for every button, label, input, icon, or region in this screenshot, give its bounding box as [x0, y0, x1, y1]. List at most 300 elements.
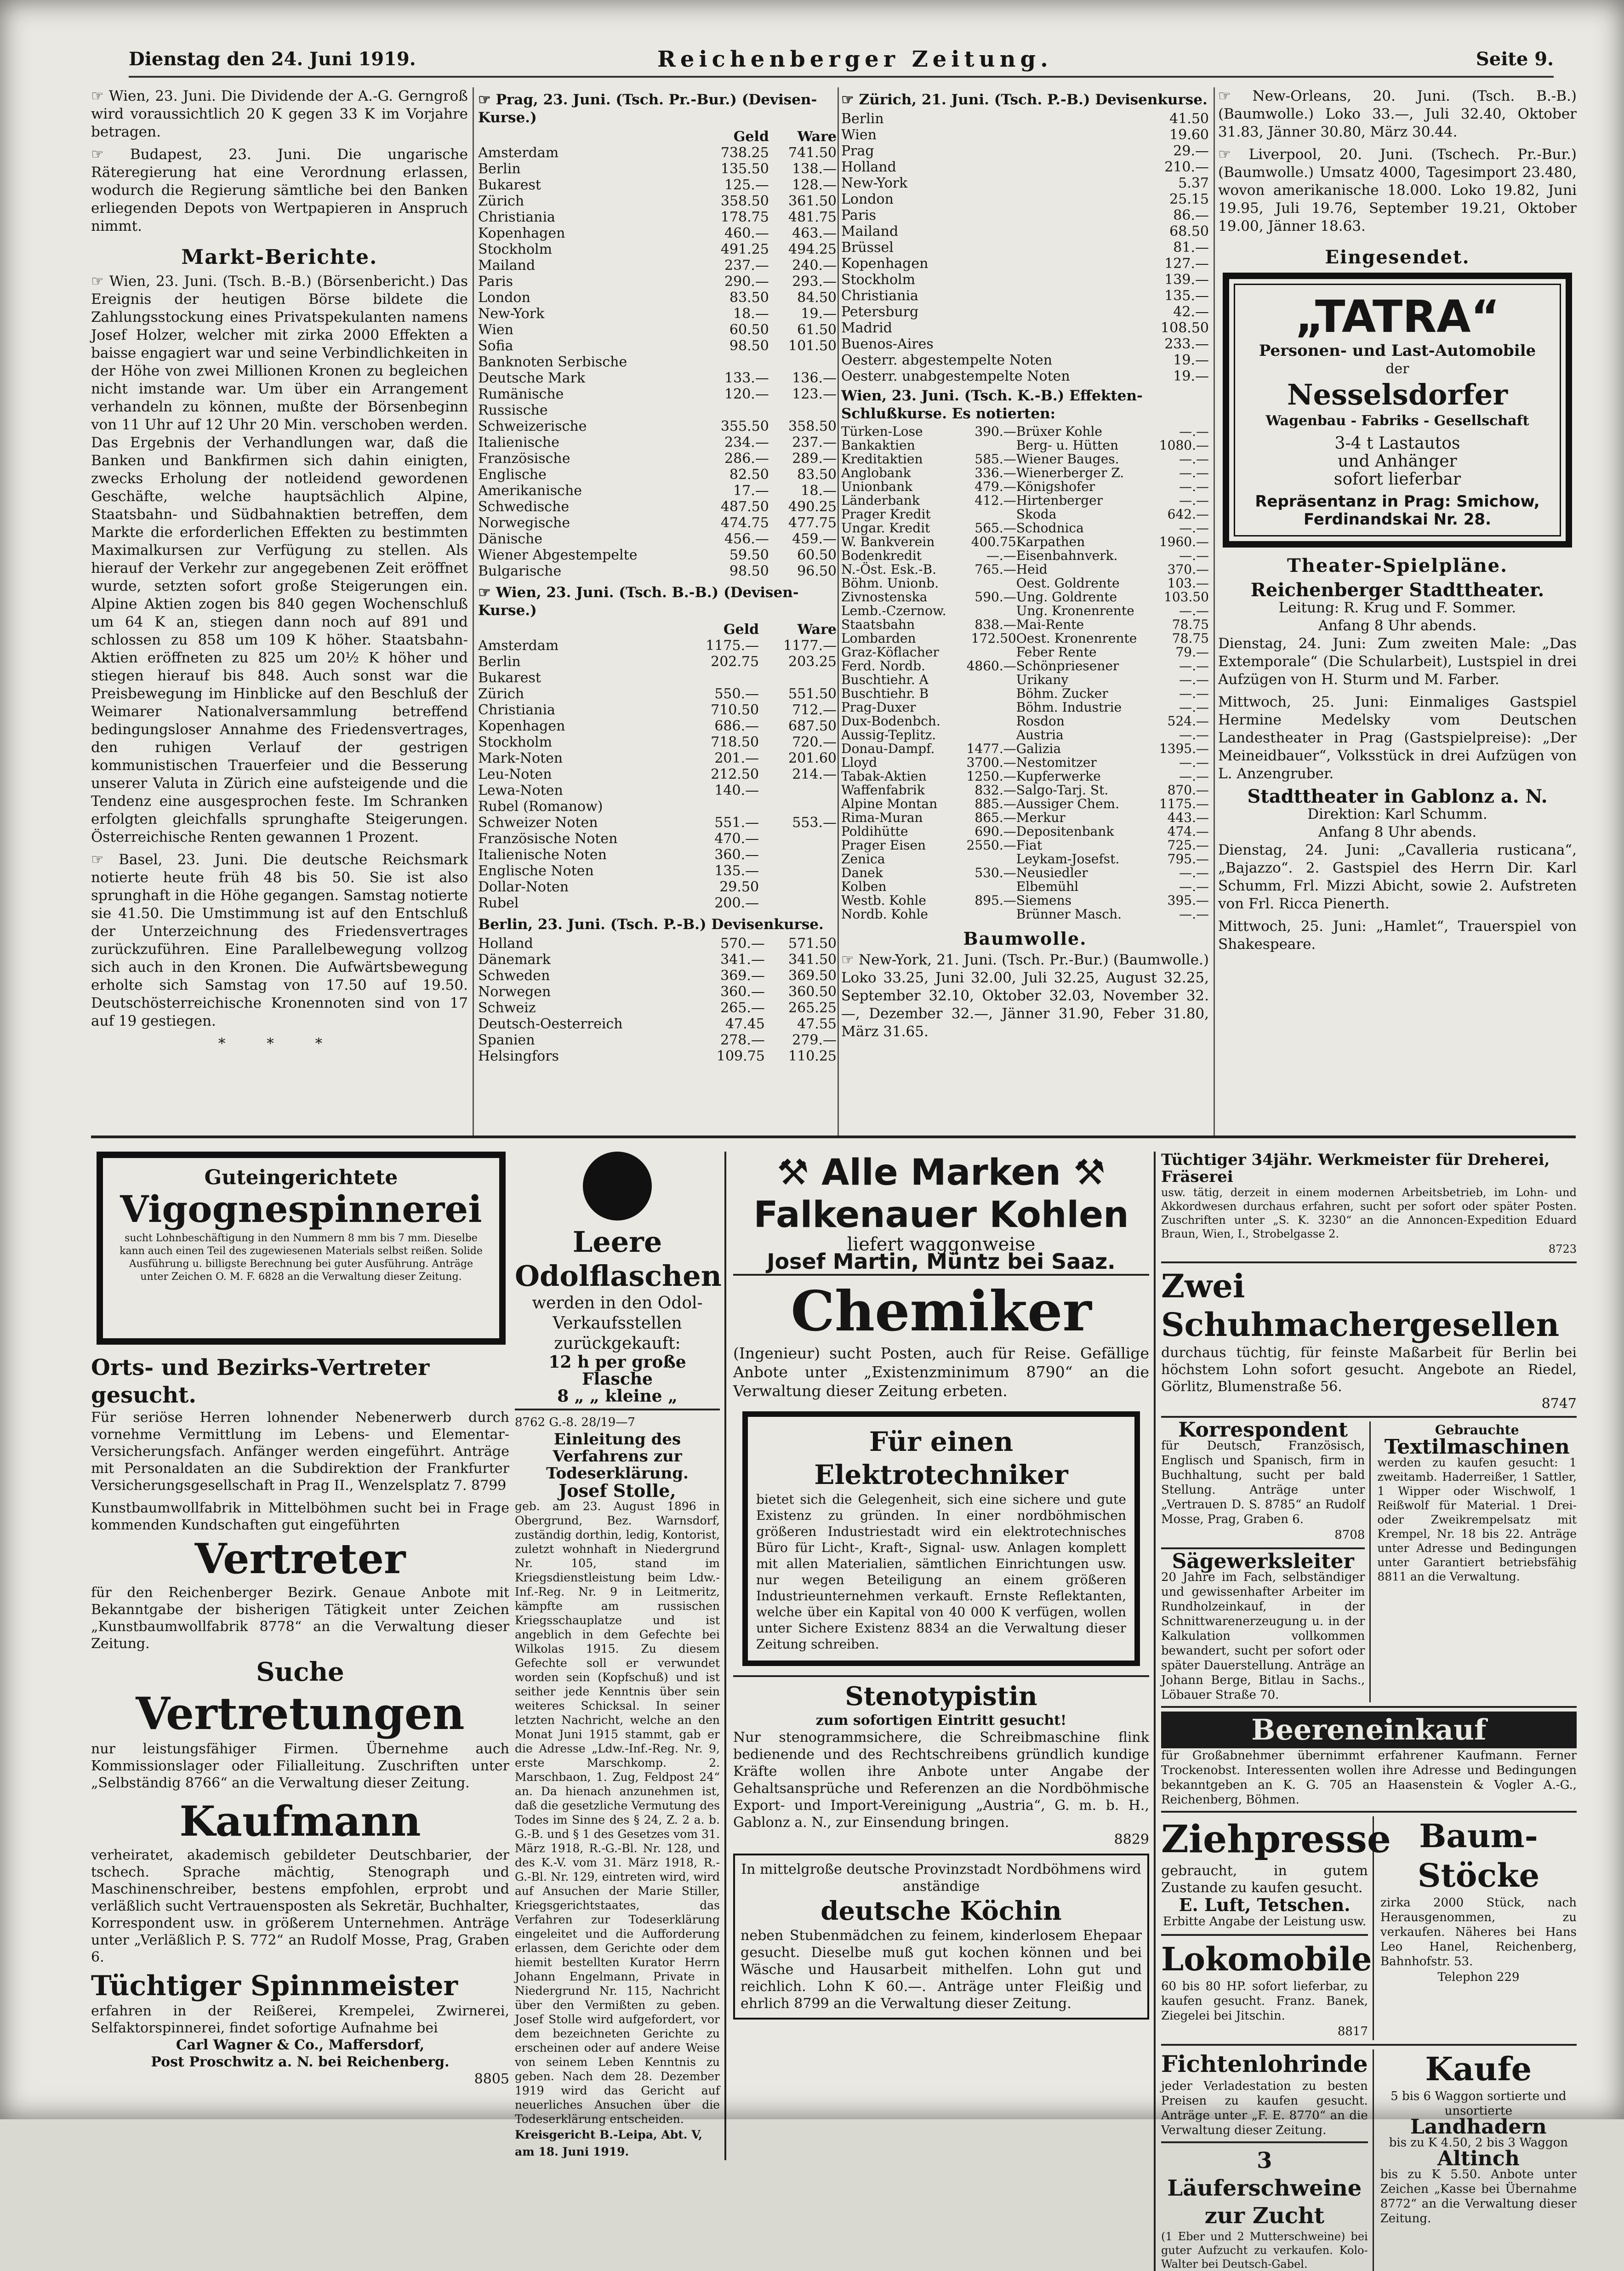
rate-value: 68.50	[1169, 223, 1209, 240]
table-row	[478, 815, 837, 831]
rate-value: 4860.—	[966, 658, 1016, 673]
ad-title: Sägewerksleiter	[1172, 1550, 1354, 1573]
rate-label: Hirtenberger	[1016, 493, 1103, 508]
rate-value: 78.75	[1172, 617, 1209, 632]
rate-label: Christiania	[478, 702, 555, 718]
rate-label: Schönpriesener	[1016, 658, 1119, 673]
rate-value: 479.—	[974, 479, 1016, 494]
column-header: Ware	[797, 129, 837, 145]
rate-label: Dux-Bodenbch.	[841, 713, 940, 729]
rate-value: 570.—	[720, 936, 765, 952]
ad-number: 8829	[1114, 1832, 1149, 1848]
rate-label: Karpathen	[1016, 534, 1085, 549]
theater-name: Reichenberger Stadttheater.	[1250, 579, 1544, 601]
rate-value: 135.—	[714, 863, 759, 879]
rate-value: 1175.—	[1159, 796, 1209, 811]
ad-body: 20 Jahre im Fach, selbständiger und gewissenhafter Arbeiter im Rundholzeinkauf, in der Schnittwarenerzeugung u. in der Kalkulation vollkommen bewandert, sucht per sofort oder später Dauerstellung. Anträge an Johann Berge, Bitlau in Sachs., Löbauer Straße 70.	[1161, 1570, 1365, 1702]
table-row	[478, 434, 837, 451]
news-item: ☞ Wien, 23. Juni. Die Dividende der A.-G. Gerngroß wird voraussichtlich 20 K gegen 33 K im Vorjahre betragen.	[91, 88, 468, 140]
rate-value: 1177.—	[783, 638, 837, 654]
rate-label: Wienerberger Z.	[1016, 465, 1124, 480]
rate-value: 360.50	[788, 984, 837, 1000]
rate-label: Bodenkredit	[841, 548, 922, 563]
rate-value: 895.—	[974, 893, 1016, 908]
stock-prices-table	[841, 425, 1209, 921]
ad-line: Personen- und Last-Automobile	[1259, 342, 1536, 360]
rate-label: Ung. Goldrente	[1016, 589, 1117, 605]
rate-value: 490.25	[788, 499, 837, 515]
rate-value	[960, 728, 1016, 742]
rate-value: 642.—	[1167, 507, 1209, 522]
table-row	[841, 756, 1209, 770]
ad-number: 8723	[1548, 1243, 1577, 1255]
table-row	[841, 256, 1209, 272]
rate-value	[701, 402, 769, 418]
rate-value: 60.50	[797, 547, 837, 563]
rate-value: 286.—	[724, 451, 769, 467]
rate-label: Brüxer Kohle	[1016, 424, 1102, 439]
rate-value: 571.50	[788, 936, 837, 952]
rate-label: Italienische	[478, 434, 559, 451]
rate-label: W. Bankverein	[841, 534, 935, 549]
rate-value: 140.—	[714, 782, 759, 799]
rate-value: 1250.—	[966, 769, 1016, 784]
table-row	[841, 728, 1209, 742]
rate-value: 400.75	[971, 534, 1016, 549]
table-row	[841, 852, 1209, 866]
rate-label: Kreditaktien	[841, 451, 923, 467]
table-row	[478, 734, 837, 750]
ad-body: bis zu K 5.50. Anbote unter Zeichen „Kasse bei Übernahme 8772“ an die Verwaltung dieser Zeitung.	[1380, 2168, 1577, 2225]
rate-label: Austria	[1016, 727, 1064, 742]
hammer-icon: ⚒	[1060, 1152, 1105, 1193]
rate-value: 590.—	[974, 589, 1016, 605]
rate-label: Schwedische	[478, 499, 570, 515]
rate-value: 133.—	[724, 370, 769, 386]
table-row	[841, 907, 1209, 921]
table-row	[841, 320, 1209, 336]
cook-ad	[733, 1854, 1149, 2020]
rate-value: 550.—	[714, 686, 759, 702]
rate-label: Graz-Köflacher	[841, 645, 939, 660]
rate-value: 336.—	[974, 465, 1016, 480]
table-row	[478, 968, 837, 984]
play-listing: Mittwoch, 25. Juni: „Hamlet“, Trauerspiel von Shakespeare.	[1218, 918, 1577, 953]
rate-value	[960, 687, 1016, 701]
rate-value: 293.—	[792, 274, 837, 290]
theater-management: Leitung: R. Krug und F. Sommer.	[1278, 599, 1516, 616]
rate-label: Paris	[478, 274, 513, 290]
table-row	[478, 274, 837, 290]
rate-value: —.—	[1179, 700, 1209, 715]
rate-label: Prag	[841, 143, 874, 159]
rate-label: Banknoten Serbische	[478, 354, 627, 370]
rate-value: 341.50	[788, 952, 837, 968]
rate-value: 29.50	[719, 879, 759, 895]
rate-label: London	[478, 290, 530, 306]
rate-label: Ungar. Kredit	[841, 520, 930, 536]
rates-heading: Berlin, 23. Juni. (Tsch. P.-B.) Devisenkurse.	[478, 916, 824, 933]
table-row	[478, 879, 837, 895]
rate-value: 139.—	[1164, 272, 1209, 288]
rate-value: 237.—	[724, 257, 769, 274]
rate-label: Deutsche Mark	[478, 370, 586, 386]
rate-value: 84.50	[797, 290, 837, 306]
table-row	[478, 799, 837, 815]
rate-value: 725.—	[1167, 838, 1209, 853]
ad-body: (Ingenieur) sucht Posten, auch für Reise. Gefällige Anbote unter „Existenzminimum 8790“ an die Verwaltung dieser Zeitung erbeten.	[733, 1344, 1149, 1400]
ad-line: der	[1385, 361, 1409, 377]
ad-number: 8747	[1541, 1396, 1577, 1412]
rate-label: Danek	[841, 865, 883, 880]
ad-title: 3 Läuferschweine	[1167, 2148, 1362, 2201]
rate-label: Mai-Rente	[1016, 617, 1084, 632]
ad-body: geb. am 23. August 1896 in Obergrund, Bez. Warnsdorf, zuständig dorthin, ledig, Kontorist, zuletzt wohnhaft in Niedergrund Nr. 105, stand im Kriegsdienstleistung beim Ldw.-Inf.-Reg. Nr. 9 in Leitmeritz, kämpfte am russischen Kriegsschauplatze und ist angeblich in dem Gefechte bei Wilkolas 1915. Zu diesem Gefechte soll er verwundet worden sein (Kopfschuß) und ist seither jede Kenntnis über sein weiteres Schicksal. In seiner letzten Nachricht, welche an den Monat Juni 1915 stammt, gab er die Adresse „Ldw.-Inf.-Reg. Nr. 9, erste Marschkomp. 2. Marschbaon, 1. Zug, Feldpost 24“ an. Da hienach anzunehmen ist, daß die gesetzliche Vermutung des Todes im Sinne des § 24, Z. 2 a. b. G.-B. und § 1 des Gesetzes vom 31. März 1918, R.-G.-Bl. Nr. 128, und des K.-V. vom 31. März 1918, R.-G.-Bl. Nr. 129, eintreten wird, wird auf Ansuchen der Marie Stiller, Kriegsgerichtstaates, das Verfahren zur Todeserklärung eingeleitet und die Aufforderung erlassen, dem Gerichte oder dem hiemit bestellten Kurator Herrn Johann Engelmann, Private in Niedergrund Nr. 115, Nachricht über den Vermißten zu geben. Josef Stolle wird aufgefordert, vor dem bezeichneten Gerichte zu erscheinen oder auf andere Weise von seinem Leben Kenntnis zu geben. Nach dem 28. Dezember 1919 wird das Gericht auf neuerliches Ansuchen über die Todeserklärung entscheiden.	[515, 1500, 720, 2126]
table-row	[478, 686, 837, 702]
rate-value: 78.75	[1172, 631, 1209, 646]
rate-label: Staatsbahn	[841, 617, 915, 632]
column-rule	[1214, 87, 1215, 1136]
rate-label: Merkur	[1016, 810, 1066, 825]
rate-label: Aussiger Chem.	[1016, 796, 1119, 811]
table-row	[841, 240, 1209, 256]
rate-value: —.—	[1179, 479, 1209, 494]
rate-label: Deutsch-Oesterreich	[478, 1016, 623, 1032]
column-header: Geld	[733, 129, 769, 145]
ad-firm: Josef Martin, Müntz bei Saaz.	[767, 1249, 1116, 1274]
rate-value: 585.—	[974, 451, 1016, 467]
rate-value: —.—	[1179, 727, 1209, 742]
table-row	[478, 322, 837, 338]
rate-value: 202.75	[711, 654, 759, 670]
rate-value: 369.—	[720, 968, 765, 984]
table-row	[478, 418, 837, 434]
rate-value: 278.—	[720, 1032, 765, 1048]
rate-value: 765.—	[974, 562, 1016, 577]
rate-value: 212.50	[711, 766, 759, 782]
ad-title: deutsche Köchin	[821, 1896, 1062, 1926]
rate-value: 83.50	[729, 290, 769, 306]
rate-value: 390.—	[974, 424, 1016, 439]
rate-value: 108.50	[1161, 320, 1209, 336]
rate-value: —.—	[1179, 672, 1209, 687]
table-row	[841, 535, 1209, 549]
table-row	[841, 783, 1209, 797]
rate-value: 1395.—	[1159, 741, 1209, 756]
ad-title: Einleitung des Verfahrens zur Todeserklärung.	[546, 1430, 689, 1483]
rate-label: Türken-Lose	[841, 424, 923, 439]
table-row	[478, 338, 837, 354]
rate-value: 128.—	[792, 177, 837, 193]
rates-heading: ☞ Prag, 23. Juni. (Tsch. Pr.-Bur.) (Devisen-Kurse.)	[478, 91, 817, 126]
rate-label: Siemens	[1016, 893, 1071, 908]
rate-value: 47.45	[725, 1016, 765, 1032]
rate-value: 1477.—	[966, 741, 1016, 756]
rate-value: 289.—	[792, 451, 837, 467]
rate-value: 120.—	[724, 386, 769, 402]
ad-body: sucht Lohnbeschäftigung in den Nummern 8 mm bis 7 mm. Dieselbe kann auch einen Teil des zugewiesenen Materials selbst reißen. Solide Ausführung u. billigste Berechnung bei guter Ausführung. Anträge unter Zeichen O. M. F. 6828 an die Verwaltung dieser Zeitung.	[120, 1233, 483, 1283]
rate-value: 832.—	[974, 782, 1016, 798]
tatra-title: „TATRA“	[1295, 291, 1500, 342]
rate-value: 720.—	[792, 734, 837, 750]
table-row	[841, 352, 1209, 368]
rate-value: 98.50	[729, 563, 769, 579]
coal-ad	[733, 1152, 1149, 2020]
ad-line: und Anhänger	[1338, 452, 1457, 471]
ad-firm: Carl Wagner & Co., Maffersdorf,	[176, 2037, 425, 2053]
rate-value: 395.—	[1167, 893, 1209, 908]
rate-label: Englische	[478, 467, 547, 483]
rate-value: 83.50	[797, 467, 837, 483]
rate-value: 360.—	[720, 984, 765, 1000]
rate-value: 341.—	[720, 952, 765, 968]
rate-label: Stockholm	[478, 241, 553, 257]
electrician-ad	[742, 1411, 1140, 1666]
table-row	[478, 654, 837, 670]
rate-value: 838.—	[974, 617, 1016, 632]
rate-label: Galizia	[1016, 741, 1061, 756]
rate-label: Wiener Bauges.	[1016, 451, 1119, 467]
ad-title: Tüchtiger 34jähr. Werkmeister für Dreherei, Fräserei	[1161, 1151, 1550, 1186]
ad-title: Textilmaschinen	[1384, 1435, 1570, 1459]
table-row	[478, 936, 837, 952]
ad-body: werden in den Odol-Verkaufsstellen zurückgekauft:	[532, 1294, 703, 1353]
table-row	[841, 632, 1209, 645]
rate-label: Italienische Noten	[478, 847, 607, 863]
rate-value: 135.50	[720, 161, 769, 177]
ad-line: 3-4 t Lastautos	[1334, 434, 1460, 453]
rate-label: Prager Kredit	[841, 507, 931, 522]
rate-value: 290.—	[724, 274, 769, 290]
table-row	[478, 547, 837, 563]
odol-ad	[515, 1152, 726, 2160]
rate-value: 79.—	[1175, 645, 1209, 660]
play-listing: Dienstag, 24. Juni: Zum zweiten Male: „Das Extemporale“ (Die Schularbeit), Lustspiel in drei Aufzügen von H. Sturm und M. Farber.	[1218, 635, 1577, 688]
rate-label: Wien	[478, 322, 513, 338]
rate-value: —.—	[1179, 879, 1209, 894]
ad-title: Beereneinkauf	[1161, 1712, 1577, 1748]
table-row	[841, 673, 1209, 687]
classifieds-right	[1154, 1152, 1577, 2271]
rate-label: Holland	[478, 936, 533, 952]
rate-value	[759, 799, 837, 815]
rate-value: 553.—	[792, 815, 837, 831]
vigogne-ad	[97, 1152, 506, 1345]
rate-label: Mark-Noten	[478, 750, 563, 766]
table-row	[478, 515, 837, 531]
ad-number: 8708	[1334, 1528, 1365, 1542]
rate-value	[701, 354, 769, 370]
news-item: ☞ Liverpool, 20. Juni. (Tschech. Pr.-Bur.) (Baumwolle.) Umsatz 4000, Tagesimport 23.480, wovon amerikanische 18.000. Loko 19.82, Juni 19.95, Juli 19.76, September 19.21, Oktober 19.00, Jänner 18.63.	[1218, 146, 1577, 234]
table-row	[841, 880, 1209, 894]
rate-label: New-York	[841, 175, 908, 191]
rate-label: Böhm. Industrie	[1016, 700, 1122, 715]
rate-label: Skoda	[1016, 507, 1057, 522]
ad-body: 5 bis 6 Waggon sortierte und unsortierte	[1390, 2089, 1567, 2118]
ad-body: (1 Eber und 2 Mutterschweine) bei guter Aufzucht zu verkaufen. Kolo-Walter bei Deutsch-Gabel.	[1161, 2230, 1368, 2271]
news-item: ☞ New-Orleans, 20. Juni. (Tsch. B.-B.) (Baumwolle.) Loko 33.—, Juli 32.40, Oktober 31.83, Jänner 30.80, März 30.44.	[1218, 88, 1577, 140]
section-heading: Baumwolle.	[963, 928, 1087, 949]
rate-label: Wiener Abgestempelte	[478, 547, 638, 563]
table-row	[478, 177, 837, 193]
rate-value	[960, 673, 1016, 687]
rate-value: 3700.—	[966, 755, 1016, 770]
table-row	[841, 494, 1209, 508]
rate-label: Ung. Kronenrente	[1016, 603, 1134, 618]
rate-value: 5.37	[1178, 175, 1209, 191]
rate-label: Leu-Noten	[478, 766, 552, 782]
rate-value: 494.25	[788, 241, 837, 257]
rate-label: Lombarden	[841, 631, 916, 646]
table-row	[841, 563, 1209, 576]
rate-value	[960, 714, 1016, 728]
rate-value: 690.—	[974, 824, 1016, 839]
rate-value: 870.—	[1167, 782, 1209, 798]
rate-value: 178.75	[720, 209, 769, 225]
rate-label: Rumänische	[478, 386, 564, 402]
rate-value: 82.50	[729, 467, 769, 483]
ad-sub: liefert waggonweise	[847, 1234, 1036, 1255]
rate-label: Kopenhagen	[841, 256, 929, 272]
rate-label: Ferd. Nordb.	[841, 658, 926, 673]
rate-label: Aussig-Teplitz.	[841, 727, 936, 742]
running-head	[129, 44, 1554, 78]
rate-label: Kopenhagen	[478, 225, 565, 241]
rate-label: Amsterdam	[478, 145, 559, 161]
table-row	[841, 770, 1209, 783]
rate-label: Kupferwerke	[1016, 769, 1101, 784]
rate-label: Brünner Masch.	[1016, 907, 1122, 922]
table-row	[478, 638, 837, 654]
ad-line: Wagenbau - Fabriks - Gesellschaft	[1265, 413, 1529, 429]
rate-label: Kopenhagen	[478, 718, 565, 734]
rate-value: 358.50	[788, 418, 837, 434]
table-row	[478, 847, 837, 863]
section-heading: Theater-Spielpläne.	[1287, 555, 1508, 576]
rate-label: Nordb. Kohle	[841, 907, 928, 922]
ad-body: jeder Verladestation zu besten Preisen zu kaufen gesucht. Anträge unter „F. E. 8770“ an die Verwaltung dieser Zeitung.	[1161, 2079, 1368, 2137]
ad-body: Für seriöse Herren lohnender Nebenerwerb durch vornehme Vermittlung im Lebens- und Elementar-Versicherungsfach. Anfänger werden eingeführt. Anträge mit Personaldaten an die Subdirektion der Frankfurter Versicherungsgesellschaft in Prag II., Wenzelsplatz 7. 8799	[91, 1409, 509, 1494]
rate-label: Zürich	[478, 686, 524, 702]
rate-value: —.—	[1179, 424, 1209, 439]
ad-title: Suche	[256, 1657, 344, 1687]
ad-body: Kunstbaumwollfabrik in Mittelböhmen sucht bei in Frage kommenden Kundschaften gut eingeführten	[91, 1500, 509, 1533]
rate-value: 200.—	[714, 895, 759, 911]
table-row	[841, 508, 1209, 521]
rate-label: Spanien	[478, 1032, 535, 1048]
rate-value: 470.—	[714, 831, 759, 847]
start-time: Anfang 8 Uhr abends.	[1318, 617, 1477, 634]
table-row	[478, 161, 837, 177]
ad-name: Josef Stolle,	[558, 1480, 676, 1501]
ad-title: Guteingerichtete	[204, 1166, 398, 1189]
rate-label: Berlin	[478, 654, 521, 670]
rate-label: Oesterr. unabgestempelte Noten	[841, 368, 1070, 384]
ad-title: zur Zucht	[1204, 2203, 1325, 2229]
ad-body: erfahren in der Reißerei, Krempelei, Zwirnerei, Selfaktorspinnerei, findet sofortige Aufnahme bei	[91, 2003, 509, 2036]
table-row	[841, 866, 1209, 880]
ad-line: Ferdinandskai Nr. 28.	[1304, 510, 1491, 529]
rate-label: Dänemark	[478, 952, 551, 968]
rate-label: Elbemühl	[1016, 879, 1079, 894]
rate-label: Tabak-Aktien	[841, 769, 927, 784]
table-row	[841, 645, 1209, 659]
rate-value: 686.—	[714, 718, 759, 734]
rate-label: Norwegen	[478, 984, 551, 1000]
table-row	[478, 750, 837, 766]
table-row	[478, 467, 837, 483]
ad-title	[733, 1152, 1149, 1194]
table-row	[841, 604, 1209, 618]
rate-value: 865.—	[974, 810, 1016, 825]
rate-label: Bukarest	[478, 177, 541, 193]
ad-title: Korrespondent	[1178, 1418, 1348, 1442]
rate-value: 109.75	[716, 1048, 765, 1064]
table-row	[478, 766, 837, 782]
rate-label: Poldihütte	[841, 824, 908, 839]
rate-label: Schweden	[478, 968, 550, 984]
rate-value: 81.—	[1173, 240, 1209, 256]
news-item: ☞ Budapest, 23. Juni. Die ungarische Räteregierung hat eine Verordnung erlassen, wodurch die Regierung sämtliche bei den Banken erliegenden Depots von Wertpapieren in Anspruch nimmt.	[91, 146, 468, 234]
rate-value	[759, 895, 837, 911]
rate-value: 135.—	[1164, 288, 1209, 304]
rate-value: 19.60	[1169, 127, 1209, 143]
rate-value: 279.—	[792, 1032, 837, 1048]
ad-footnote: Erbitte Angabe der Leistung usw.	[1162, 1915, 1367, 1929]
rate-value: 110.25	[788, 1048, 837, 1064]
ad-title: Für einen Elektrotechniker	[814, 1426, 1068, 1490]
ad-title: Lokomobile	[1161, 1940, 1372, 1978]
rate-label: Petersburg	[841, 304, 919, 320]
rate-value: 127.—	[1164, 256, 1209, 272]
rate-value	[960, 907, 1016, 921]
rate-value: —.—	[1179, 755, 1209, 770]
rate-label: Anglobank	[841, 465, 911, 480]
rate-value: 687.50	[788, 718, 837, 734]
rate-label: Amsterdam	[478, 638, 559, 654]
ad-line: Nesselsdorfer	[1287, 378, 1508, 411]
rate-value: 19.—	[1173, 352, 1209, 368]
rate-value: 487.50	[720, 499, 769, 515]
rate-value: 412.—	[974, 493, 1016, 508]
column-cotton-theater	[1218, 87, 1577, 958]
ad-title: Tüchtiger Spinnmeister	[91, 1970, 458, 2002]
column-stock-prices	[841, 87, 1209, 1041]
ad-title: Vertretungen	[136, 1688, 465, 1740]
rate-label: Berlin	[841, 111, 884, 127]
rate-value: 98.50	[729, 338, 769, 354]
berlin-rates-table	[478, 936, 837, 1064]
cotton-report: ☞ New-York, 21. Juni. (Tsch. Pr.-Bur.) (Baumwolle.) Loko 33.25, Juni 32.00, Juli 32.25, August 32.25, September 32.10, Oktober 32.03, November 32.—, Dezember 32.—, Jänner 31.90, Feber 31.80, März 31.65.	[841, 952, 1209, 1040]
rate-label: Sofia	[478, 338, 513, 354]
rate-label: Feber Rente	[1016, 645, 1097, 660]
column-rule	[838, 87, 839, 1136]
ad-body: für Deutsch, Französisch, Englisch und Spanisch, firm in Buchhaltung, sucht per bald Stellung. Anträge unter „Vertrauen D. S. 8785“ an Rudolf Mosse, Prag, Graben 6.	[1161, 1439, 1365, 1526]
table-row	[841, 111, 1209, 127]
table-row	[478, 145, 837, 161]
table-row	[841, 825, 1209, 839]
table-row	[841, 336, 1209, 352]
rate-value: 741.50	[788, 145, 837, 161]
table-row	[841, 687, 1209, 701]
section-heading: Markt-Berichte.	[181, 245, 378, 269]
table-row	[478, 895, 837, 911]
issue-date: Dienstag den 24. Juni 1919.	[129, 48, 416, 70]
rate-label: Christiania	[841, 288, 918, 304]
rate-value: 234.—	[724, 434, 769, 451]
ad-title: Baum-Stöcke	[1417, 1817, 1540, 1894]
rate-label: Salgo-Tarj. St.	[1016, 782, 1109, 798]
